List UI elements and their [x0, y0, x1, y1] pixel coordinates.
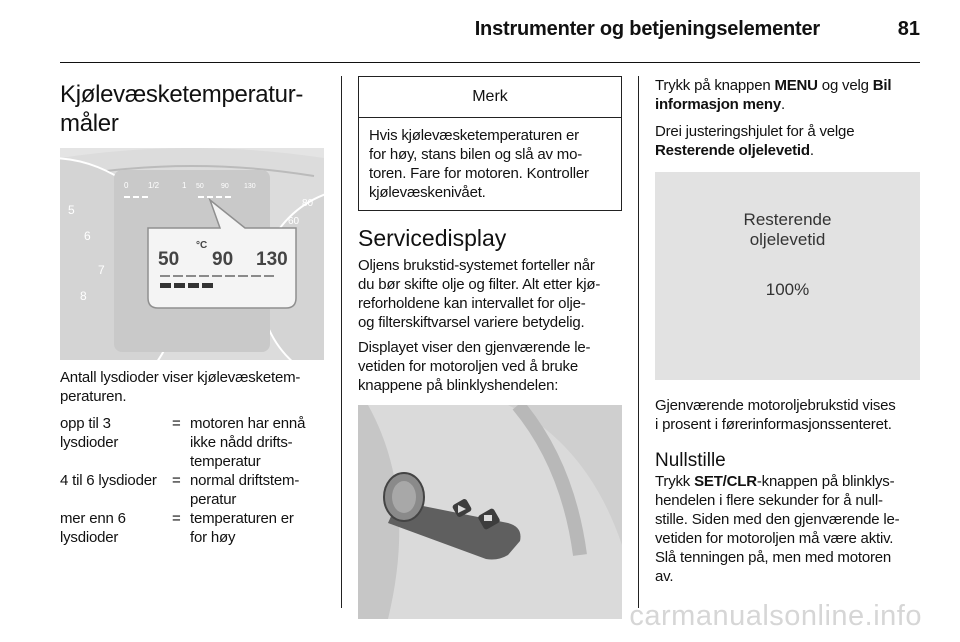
gauge-small-50: 50	[196, 183, 204, 190]
service-paragraph-2: Displayet viser den gjenværende le- vetiden for motoroljen ved å bruke knappene på blinklyshendelen:	[358, 339, 591, 394]
definition-equals: =	[172, 510, 181, 527]
watermark: carmanualsonline.info	[629, 600, 922, 632]
definition-row	[60, 414, 324, 471]
oil-life-display	[655, 172, 920, 380]
set-clr-button-ref: SET/CLR	[694, 473, 757, 490]
column-service	[358, 76, 622, 619]
definition-description: temperaturen er for høy	[190, 510, 294, 546]
gauge-small-90: 90	[221, 183, 229, 190]
dial-left-8: 8	[80, 289, 87, 303]
gauge-small-half: 1/2	[148, 181, 160, 190]
page-number: 81	[897, 18, 920, 40]
reset-paragraph: Trykk SET/CLR-knappen på blinklys- hendelen i flere sekunder for å null- stille. Siden med den gjenværende le- vetiden for motoroljen må være aktiv. Slå tenningen på, men med motoren av.	[655, 473, 900, 585]
definition-term: opp til 3 lysdioder	[60, 415, 119, 451]
oil-life-display-label: Resterende oljelevetid	[743, 210, 832, 249]
column-divider-1	[341, 76, 342, 608]
gauge-small-1: 1	[182, 181, 187, 190]
gauge-inset-90: 90	[212, 249, 234, 270]
gauge-inset-50: 50	[158, 249, 180, 270]
dial-right-60: 60	[288, 216, 300, 227]
column-divider-2	[638, 76, 639, 608]
menu-paragraph-2: Drei justeringshjulet for å velge Resterende oljelevetid.	[655, 123, 855, 159]
definition-term: mer enn 6 lysdioder	[60, 510, 126, 546]
gauge-small-130: 130	[244, 183, 256, 190]
definition-row	[60, 471, 324, 509]
service-section-title: Servicedisplay	[358, 225, 507, 251]
note-text: Hvis kjølevæsketemperaturen er for høy, stans bilen og slå av mo- toren. Fare for motoren. Kontroller kjølevæskenivået.	[369, 127, 589, 201]
oil-life-display-value: 100%	[765, 280, 810, 299]
reset-section-title: Nullstille	[655, 450, 726, 471]
coolant-caption-line2: peraturen.	[60, 388, 127, 405]
definition-description: motoren har ennå ikke nådd drifts- temperatur	[190, 415, 306, 470]
definition-row	[60, 509, 324, 547]
definition-equals: =	[172, 415, 181, 432]
gauge-inset-130: 130	[256, 249, 288, 270]
coolant-gauge-illustration	[60, 148, 324, 360]
service-paragraph-1: Oljens brukstid-systemet forteller når du bør skifte olje og filter. Alt etter kjø- reforholdene kan intervallet for olje- og filterskiftvarsel variere betydelig.	[358, 257, 601, 331]
dial-left-7: 7	[98, 263, 105, 277]
coolant-section-title	[60, 80, 324, 138]
coolant-title-line1: Kjølevæsketemperatur-	[60, 81, 304, 108]
column-menu	[655, 76, 920, 586]
dial-right-80: 80	[302, 198, 314, 209]
coolant-caption	[60, 368, 324, 406]
page-header-title: Instrumenter og betjeningselementer	[474, 18, 820, 40]
coolant-title-line2: måler	[60, 110, 119, 137]
definition-description: normal driftstem- peratur	[190, 472, 300, 508]
note-title: Merk	[359, 77, 621, 118]
menu-paragraph-1: Trykk på knappen MENU og velg Bil informasjon meny.	[655, 77, 892, 113]
definition-equals: =	[172, 472, 181, 489]
menu-button-ref: MENU	[774, 77, 818, 94]
column-coolant	[60, 76, 324, 547]
note-box	[358, 76, 622, 211]
header-rule	[60, 62, 920, 63]
turn-signal-lever-illustration	[358, 405, 622, 619]
dial-left-5: 5	[68, 203, 75, 217]
definition-term: 4 til 6 lysdioder	[60, 472, 157, 489]
menu-caption: Gjenværende motoroljebrukstid vises i prosent i førerinformasjonssenteret.	[655, 397, 896, 433]
dial-left-6: 6	[84, 229, 91, 243]
gauge-inset-unit: °C	[196, 240, 208, 251]
coolant-caption-line1: Antall lysdioder viser kjølevæsketem-	[60, 369, 301, 386]
led-definition-list	[60, 414, 324, 547]
gauge-small-0: 0	[124, 181, 129, 190]
